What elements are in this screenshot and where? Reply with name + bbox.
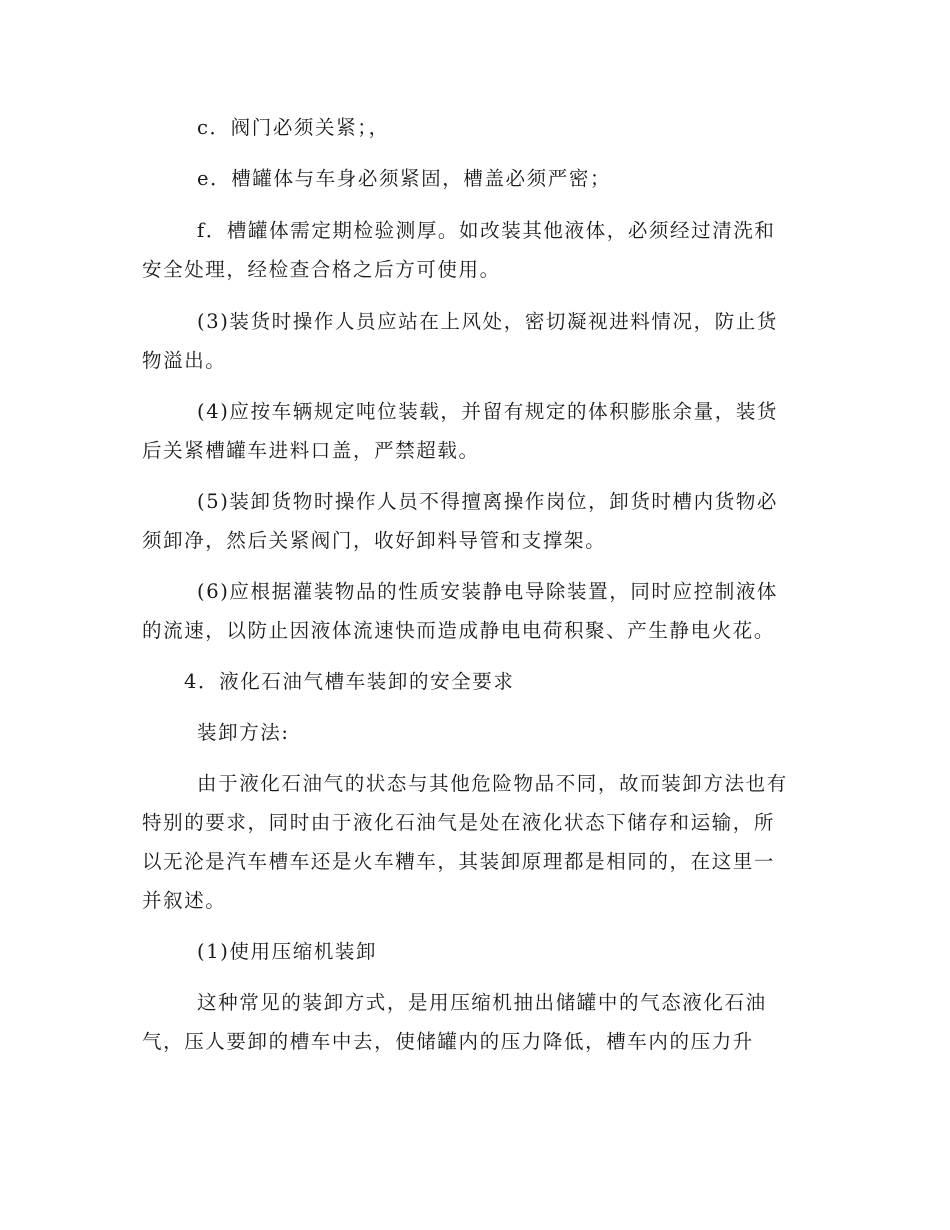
text-line: e．槽罐体与车身必须紧固，槽盖必须严密； — [197, 167, 612, 190]
section-heading: 4．液化石油气槽车装卸的安全要求 — [184, 670, 515, 693]
text-line: (5)装卸货物时操作人员不得擅离操作岗位，卸货时槽内货物必 — [197, 490, 779, 513]
text-line: 并叙述。 — [142, 889, 227, 912]
text-line: (6)应根据灌装物品的性质安装静电导除装置，同时应控制液体 — [197, 580, 779, 603]
text-line: 须卸净，然后关紧阀门，收好卸料导管和支撑架。 — [142, 529, 607, 552]
text-line: 以无沦是汽车槽车还是火车糟车，其装卸原理都是相同的，在这里一 — [142, 850, 776, 873]
subsection-heading: (1)使用压缩机装卸 — [197, 940, 378, 963]
text-line: 这种常见的装卸方式，是用压缩机抽出储罐中的气态液化石油 — [197, 991, 767, 1014]
text-line: 气，压人要卸的槽车中去，使储罐内的压力降低，槽车内的压力升 — [142, 1030, 754, 1053]
text-line: c．阀门必须关紧；， — [197, 116, 390, 139]
text-line: 特别的要求，同时由于液化石油气是处在液化状态下储存和运输，所 — [142, 811, 776, 834]
text-line: 的流速，以防止因液体流速快而造成静电电荷积聚、产生静电火花。 — [142, 619, 776, 642]
text-line: 由于液化石油气的状态与其他危险物品不同，故而装卸方法也有 — [197, 772, 788, 795]
text-line: (4)应按车辆规定吨位装载，并留有规定的体积膨胀余量，装货 — [197, 400, 779, 423]
text-line: 装卸方法: — [197, 721, 290, 744]
text-line: 物溢出。 — [142, 349, 227, 372]
text-line: (3)装货时操作人员应站在上风处，密切凝视进料情况，防止货 — [197, 310, 779, 333]
text-line: f．槽罐体需定期检验测厚。如改装其他液体，必须经过清洗和 — [197, 219, 776, 242]
text-line: 后关紧槽罐车进料口盖，严禁超载。 — [142, 439, 480, 462]
text-line: 安全处理，经检查合格之后方可使用。 — [142, 258, 501, 281]
